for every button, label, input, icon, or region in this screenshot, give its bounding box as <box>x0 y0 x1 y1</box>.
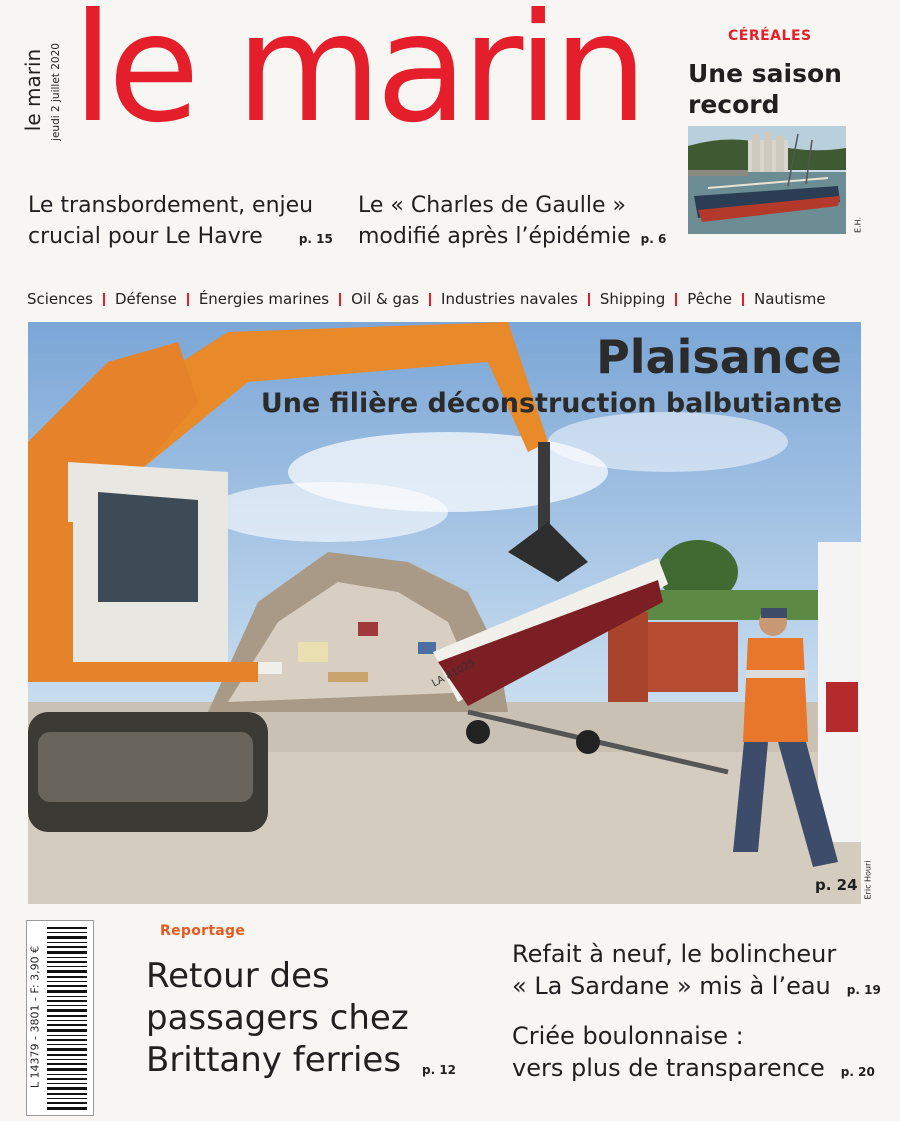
cereales-title-line2: record <box>688 90 780 119</box>
cover-credit <box>862 860 874 900</box>
story-criee-line2: vers plus de transparence <box>512 1054 825 1082</box>
boat-registration: LA 81025 <box>430 657 478 690</box>
nav-separator <box>742 293 744 306</box>
cover-page: p. 24 <box>815 876 858 894</box>
nav-item-sciences[interactable]: Sciences <box>27 290 93 308</box>
reportage-kicker: Reportage <box>160 923 246 939</box>
barcode-label <box>28 920 42 1114</box>
nav-separator <box>187 293 189 306</box>
story-transbordement-line2: crucial pour Le Havre <box>28 224 263 249</box>
story-cdg-line2-wrap <box>358 221 678 255</box>
story-brittany-line2: passagers chez <box>146 998 409 1038</box>
story-brittany-line1: Retour des <box>146 956 330 996</box>
nav-item-peche[interactable]: Pêche <box>687 290 732 308</box>
nav-item-defense[interactable]: Défense <box>114 290 177 308</box>
side-logo-text: le marin <box>21 48 45 132</box>
nav-separator <box>675 293 677 306</box>
story-charles-de-gaulle[interactable] <box>358 190 678 255</box>
story-transbordement-line1: Le transbordement, enjeu <box>28 193 314 218</box>
issue-date <box>48 40 64 144</box>
story-sardane-page: p. 19 <box>846 983 881 997</box>
nav-separator <box>339 293 341 306</box>
story-sardane-line2: « La Sardane » mis à l’eau <box>512 972 831 1000</box>
story-transbordement[interactable] <box>28 190 358 255</box>
story-sardane-line1: Refait à neuf, le bolincheur <box>512 940 837 968</box>
nav-item-oil-gas[interactable]: Oil & gas <box>351 290 420 308</box>
story-transbordement-line2-wrap <box>28 221 358 255</box>
issue-date-text: jeudi 2 juillet 2020 <box>50 43 62 141</box>
brand-logo[interactable]: le marin <box>72 0 643 156</box>
cover-subtitle: Une filière déconstruction balbutiante <box>260 388 842 419</box>
story-criee-page: p. 20 <box>840 1065 875 1079</box>
rubric-nav <box>27 290 877 308</box>
nav-item-energies-marines[interactable]: Énergies marines <box>198 290 330 308</box>
nav-separator <box>429 293 431 306</box>
cover-credit-text: Eric Houri <box>863 860 873 900</box>
cereales-credit <box>852 210 864 240</box>
nav-item-industries-navales[interactable]: Industries navales <box>441 290 578 308</box>
cereales-photo <box>688 126 846 234</box>
nav-separator <box>588 293 590 306</box>
story-cdg-line2: modifié après l’épidémie <box>358 224 631 249</box>
nav-separator <box>103 293 105 306</box>
story-brittany-line3: Brittany ferries <box>146 1040 402 1080</box>
cereales-kicker: CÉRÉALES <box>728 28 812 44</box>
cereales-title-line1: Une saison <box>688 59 842 88</box>
story-criee-boulonnaise[interactable] <box>512 1020 882 1088</box>
side-logo <box>20 34 46 146</box>
story-criee-line1: Criée boulonnaise : <box>512 1022 744 1050</box>
story-sardane-line2-wrap <box>512 970 882 1006</box>
nav-item-nautisme[interactable]: Nautisme <box>753 290 826 308</box>
story-criee-line2-wrap <box>512 1052 882 1088</box>
story-cdg-page: p. 6 <box>640 232 667 246</box>
story-brittany-page: p. 12 <box>422 1063 457 1077</box>
cereales-credit-text: E.H. <box>853 216 863 234</box>
cover-title[interactable]: Plaisance <box>596 330 842 384</box>
nav-item-shipping[interactable]: Shipping <box>599 290 666 308</box>
barcode-label-text: L 14379 - 3801 - F: 3,90 € <box>28 945 42 1089</box>
cereales-title[interactable] <box>688 58 848 120</box>
story-brittany-ferries[interactable] <box>146 955 416 1081</box>
story-la-sardane[interactable] <box>512 938 882 1006</box>
story-cdg-line1: Le « Charles de Gaulle » <box>358 193 626 218</box>
story-transbordement-page: p. 15 <box>298 232 333 246</box>
